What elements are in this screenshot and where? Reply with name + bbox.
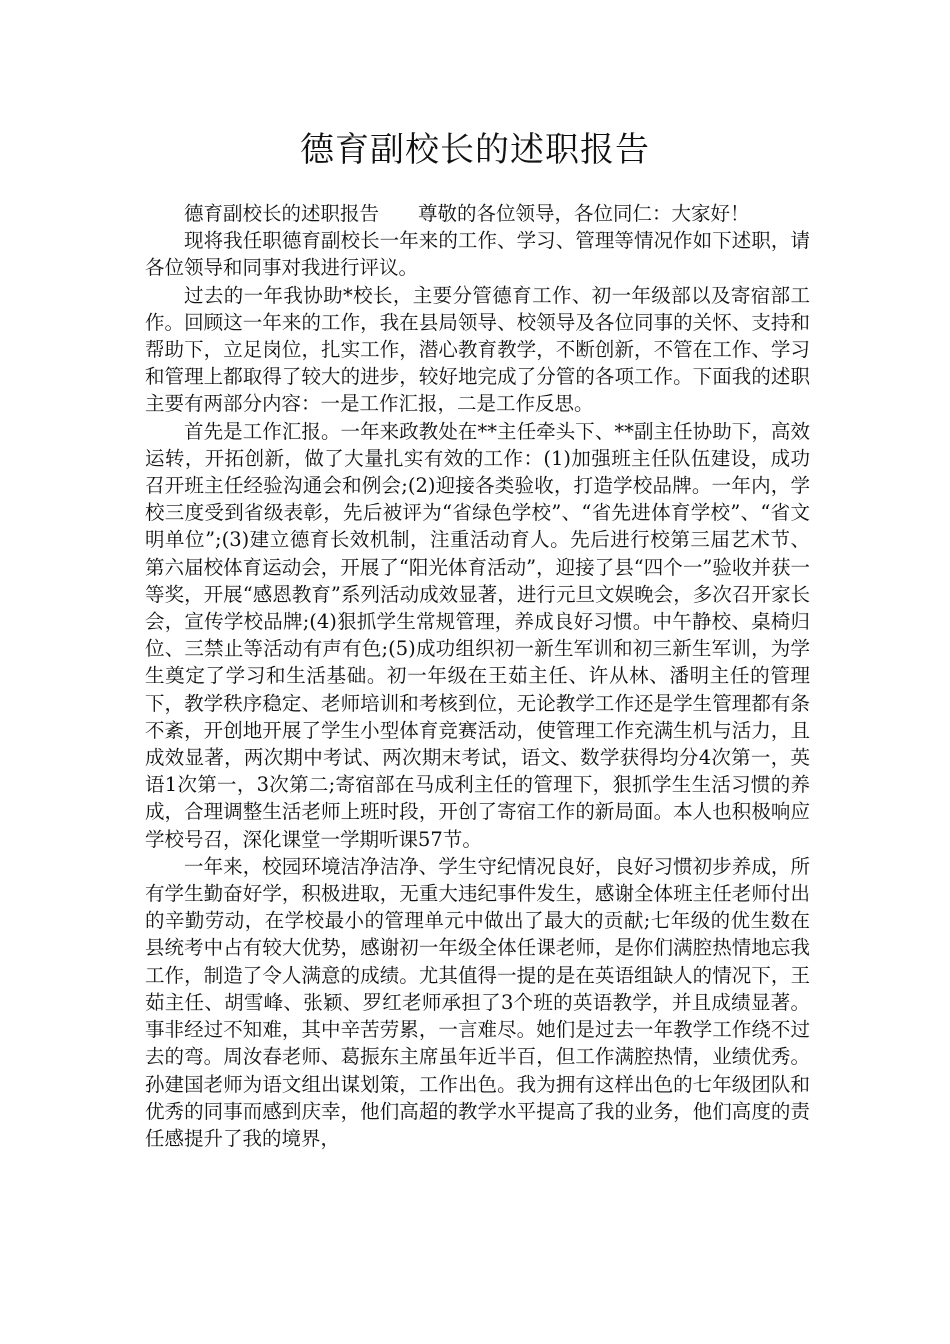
paragraph-achievements: 一年来，校园环境洁净洁净、学生守纪情况良好，良好习惯初步养成，所有学生勤奋好学，积极进取，无重大违纪事件发生，感谢全体班主任老师付出的辛勤劳动，在学校最小的管理单元中做出了最大的贡献;七年级的优生数在县统考中占有较大优势，感谢初一年级全体任课老师，是你们满腔热情地忘我工作，制造了令人满意的成绩。尤其值得一提的是在英语组缺人的情况下，王茹主任、胡雪峰、张颖、罗红老师承担了3个班的英语教学，并且成绩显著。事非经过不知难，其中辛苦劳累，一言难尽。她们是过去一年教学工作绕不过去的弯。周汝春老师、葛振东主席虽年近半百，但工作满腔热情，业绩优秀。孙建国老师为语文组出谋划策，工作出色。我为拥有这样出色的七年级团队和优秀的同事而感到庆幸，他们高超的教学水平提高了我的业务，他们高度的责任感提升了我的境界， [145,854,810,1150]
page-title: 德育副校长的述职报告 [300,130,650,170]
paragraph-greeting: 德育副校长的述职报告 尊敬的各位领导，各位同仁：大家好！ [184,202,750,225]
paragraph-intro: 现将我任职德育副校长一年来的工作、学习、管理等情况作如下述职，请各位领导和同事对我进行评议。 [145,229,810,280]
paragraph-overview: 过去的一年我协助*校长，主要分管德育工作、初一年级部以及寄宿部工作。回顾这一年来的工作，我在县局领导、校领导及各位同事的关怀、支持和帮助下，立足岗位，扎实工作，潜心教育教学，不断创新，不管在工作、学习和管理上都取得了较大的进步，较好地完成了分管的各项工作。下面我的述职主要有两部分内容：一是工作汇报，二是工作反思。 [145,283,810,416]
document-body [145,200,810,1152]
paragraph-work-report: 首先是工作汇报。一年来政教处在**主任牵头下、**副主任协助下，高效运转，开拓创新，做了大量扎实有效的工作：(1)加强班主任队伍建设，成功召开班主任经验沟通会和例会;(2)迎接各类验收，打造学校品牌。一年内，学校三度受到省级表彰，先后被评为“省绿色学校”、“省先进体育学校”、“省文明单位”;(3)建立德育长效机制，注重活动育人。先后进行校第三届艺术节、第六届校体育运动会，开展了“阳光体育活动”，迎接了县“四个一”验收并获一等奖，开展“感恩教育”系列活动成效显著，进行元旦文娱晚会，多次召开家长会，宣传学校品牌;(4)狠抓学生常规管理，养成良好习惯。中午静校、桌椅归位、三禁止等活动有声有色;(5)成功组织初一新生军训和初三新生军训，为学生奠定了学习和生活基础。初一年级在王茹主任、许从林、潘明主任的管理下，教学秩序稳定、老师培训和考核到位，无论教学工作还是学生管理都有条不紊，开创地开展了学生小型体育竞赛活动，使管理工作充满生机与活力，且成效显著，两次期中考试、两次期末考试，语文、数学获得均分4次第一，英语1次第一，3次第二;寄宿部在马成利主任的管理下，狠抓学生生活习惯的养成，合理调整生活老师上班时段，开创了寄宿工作的新局面。本人也积极响应学校号召，深化课堂一学期听课57节。 [145,419,810,851]
